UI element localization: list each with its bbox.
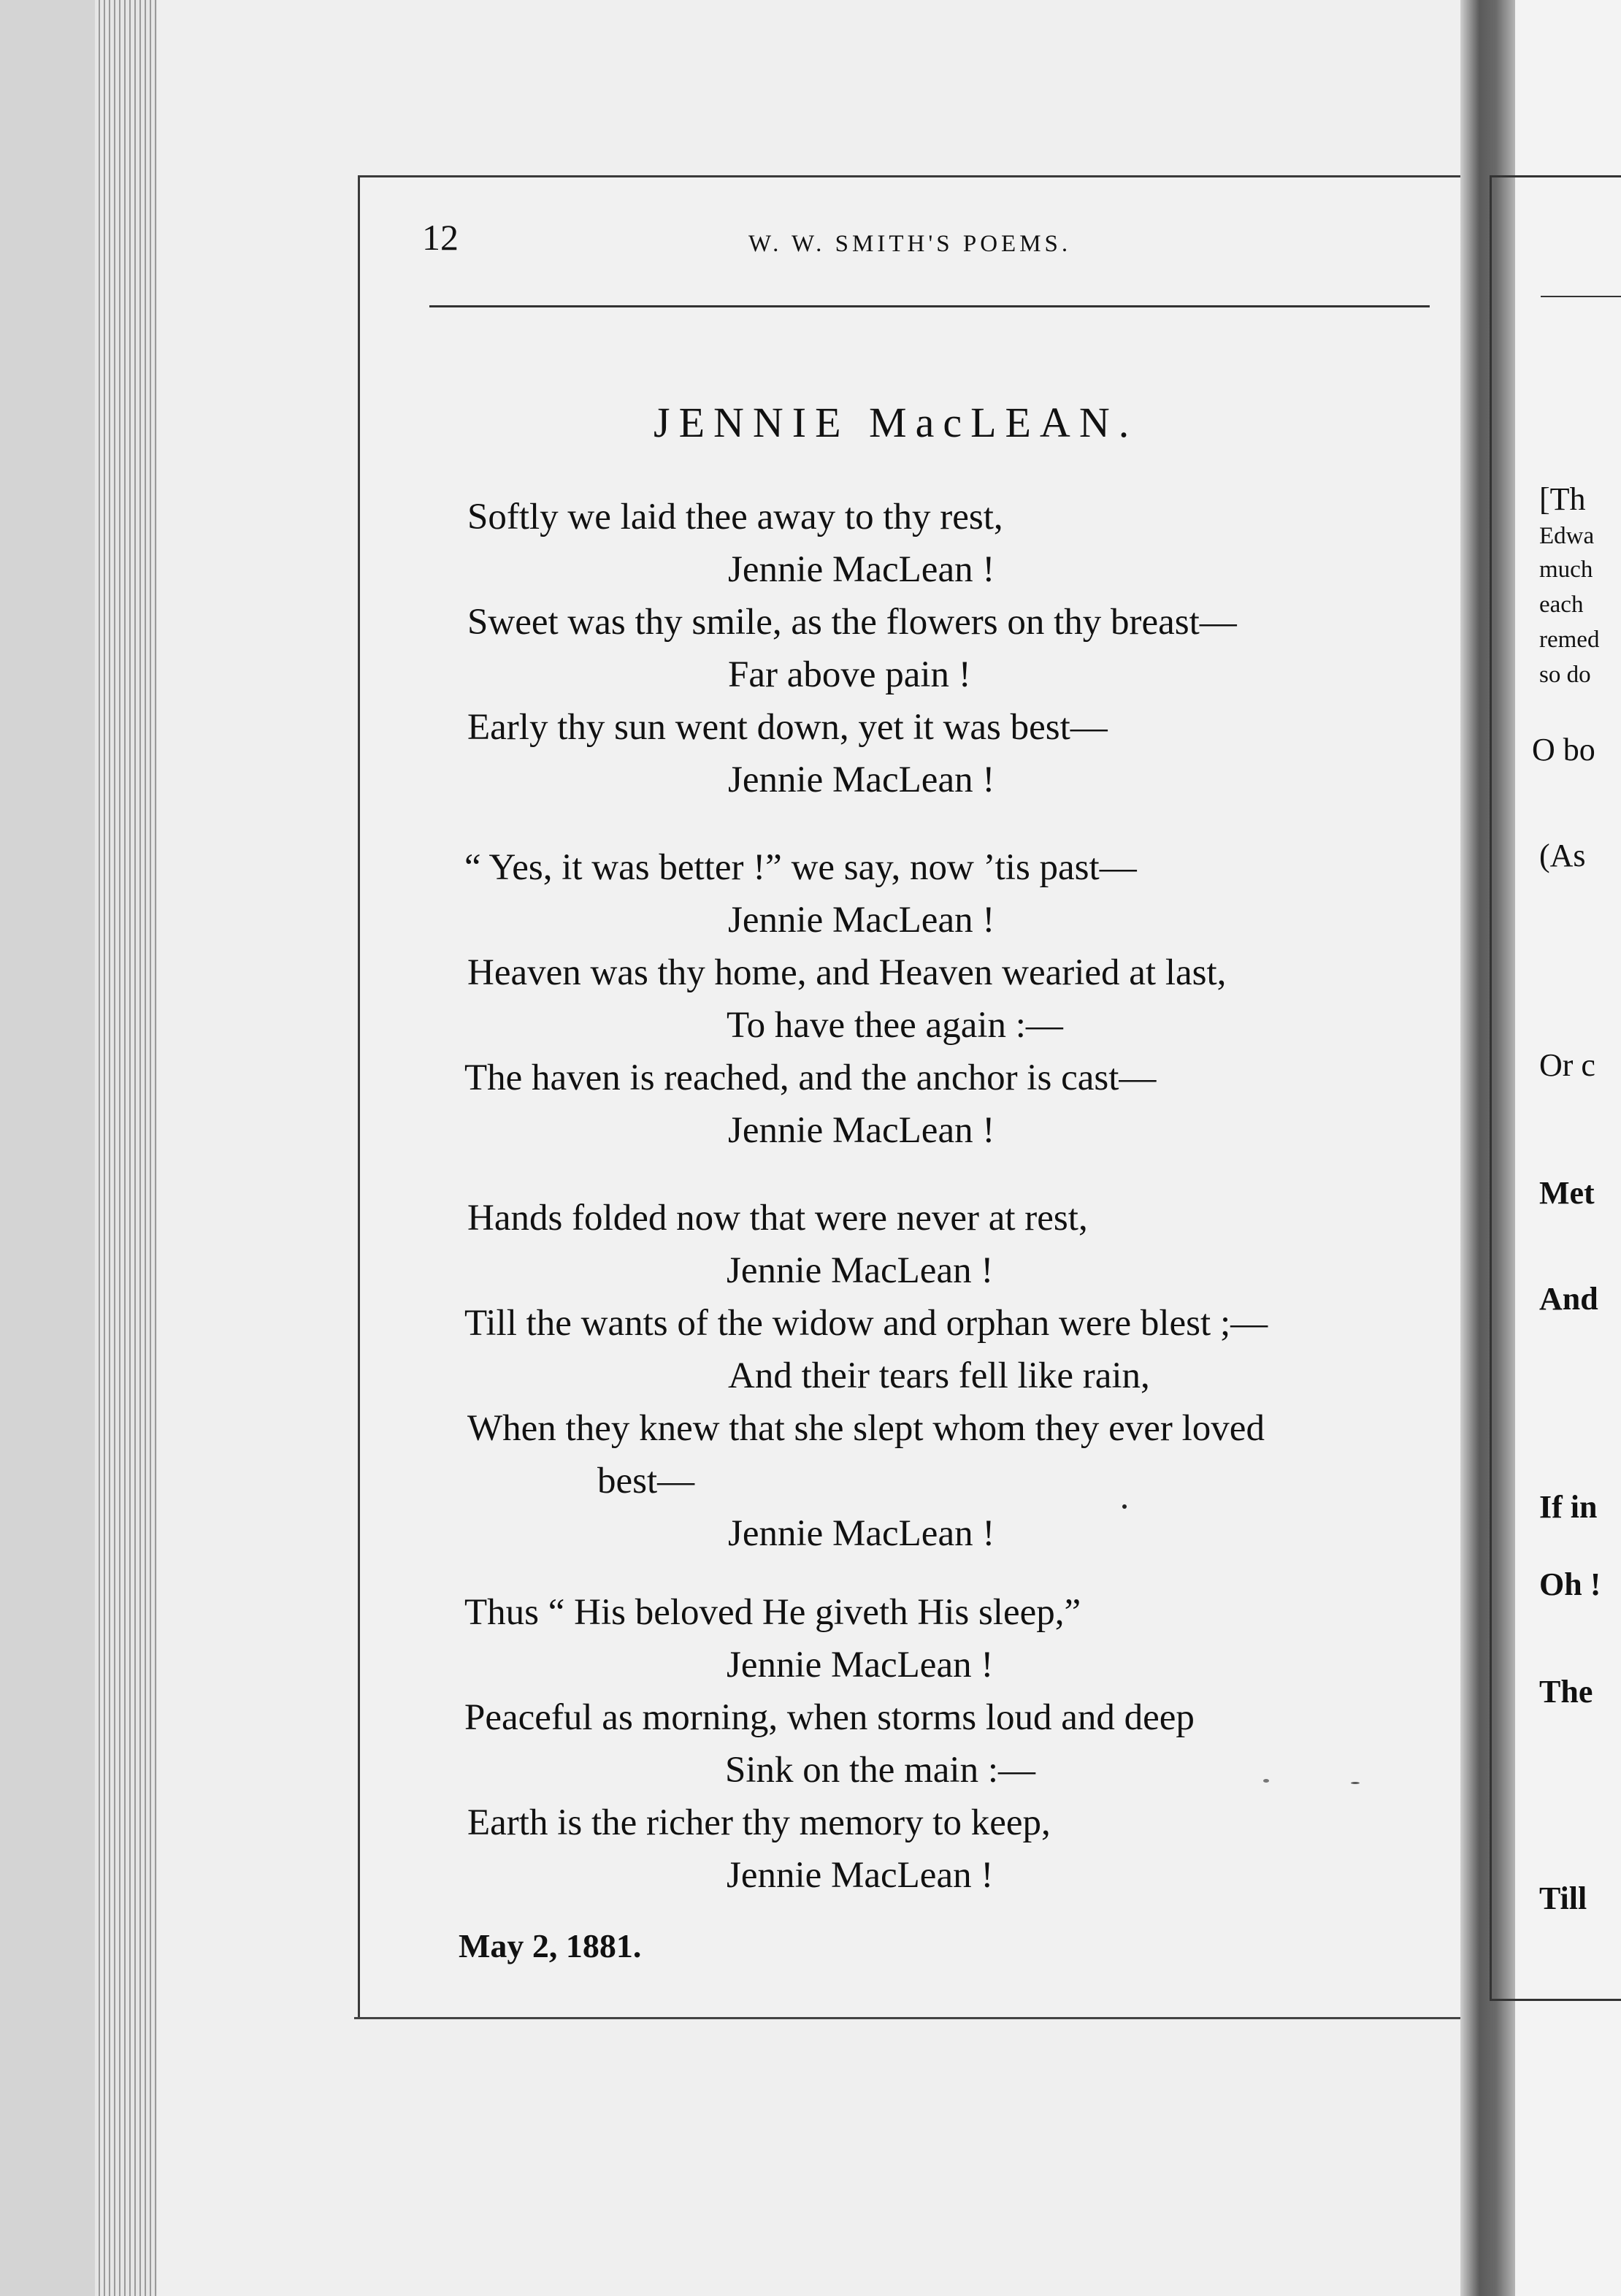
- poem-line: Sweet was thy smile, as the flowers on thy breast—: [467, 602, 1237, 643]
- poem-line: Jennie MacLean !: [728, 1513, 995, 1554]
- poem-line: Jennie MacLean !: [728, 759, 995, 800]
- poem-line: Hands folded now that were never at rest,: [467, 1198, 1088, 1239]
- poem-line: Jennie MacLean !: [728, 549, 995, 590]
- poem-line: Thus “ His beloved He giveth His sleep,”: [464, 1592, 1081, 1633]
- poem-line: The haven is reached, and the anchor is cast—: [464, 1057, 1157, 1098]
- poem-title: JENNIE MacLEAN.: [654, 399, 1138, 446]
- page-number: 12: [422, 217, 459, 258]
- facing-page-fragment: And: [1539, 1281, 1598, 1317]
- poem-line: Jennie MacLean !: [727, 1645, 994, 1685]
- facing-page-fragment: O bo: [1532, 732, 1595, 768]
- facing-page-fragment: so do: [1539, 662, 1591, 688]
- header-rule: [429, 305, 1430, 307]
- print-speck: [1263, 1779, 1269, 1783]
- facing-page-fragment: Or c: [1539, 1047, 1595, 1083]
- facing-page-fragment: [Th: [1539, 481, 1586, 517]
- poem-line: Early thy sun went down, yet it was best—: [467, 707, 1108, 748]
- poem-line: Softly we laid thee away to thy rest,: [467, 497, 1003, 537]
- poem-line: Earth is the richer thy memory to keep,: [467, 1802, 1051, 1843]
- poem-line: Jennie MacLean !: [727, 1250, 994, 1291]
- facing-page-fragment: Met: [1539, 1175, 1595, 1211]
- facing-page-fragment: each: [1539, 592, 1584, 618]
- poem-line: Till the wants of the widow and orphan were blest ;—: [464, 1303, 1268, 1344]
- running-head: W. W. SMITH'S POEMS.: [748, 231, 1072, 257]
- facing-page-fragment: The: [1539, 1674, 1593, 1710]
- footer-rule: [354, 2017, 1464, 2019]
- facing-page-fragment: Edwa: [1539, 523, 1595, 549]
- poem-line: Jennie MacLean !: [728, 1110, 995, 1151]
- poem-line: Peaceful as morning, when storms loud and deep: [464, 1697, 1195, 1738]
- poem-line: Heaven was thy home, and Heaven wearied at last,: [467, 952, 1227, 993]
- poem-line: To have thee again :—: [727, 1005, 1063, 1046]
- poem-line: best—: [597, 1461, 695, 1501]
- facing-page-fragment: Till: [1539, 1880, 1587, 1916]
- print-speck: [1122, 1504, 1127, 1509]
- poem-line: Far above pain !: [728, 654, 971, 695]
- page-edges: [95, 0, 161, 2296]
- facing-page-frame: [1490, 175, 1621, 2001]
- poem-line: Jennie MacLean !: [727, 1855, 994, 1896]
- facing-page-fragment: remed: [1539, 627, 1600, 653]
- facing-page-fragment: If in: [1539, 1489, 1598, 1525]
- facing-page-fragment: Oh !: [1539, 1566, 1601, 1602]
- print-speck: [1351, 1782, 1360, 1784]
- facing-page-fragment: much: [1539, 556, 1593, 583]
- facing-page-rule: [1541, 296, 1621, 297]
- poem-line: When they knew that she slept whom they ever loved: [467, 1408, 1265, 1449]
- poem-date: May 2, 1881.: [459, 1927, 642, 1964]
- poem-line: Sink on the main :—: [725, 1750, 1035, 1791]
- poem-line: And their tears fell like rain,: [728, 1355, 1150, 1396]
- facing-page-fragment: (As: [1539, 838, 1586, 873]
- poem-line: Jennie MacLean !: [728, 900, 995, 941]
- poem-line: “ Yes, it was better !” we say, now ’tis past—: [464, 847, 1137, 888]
